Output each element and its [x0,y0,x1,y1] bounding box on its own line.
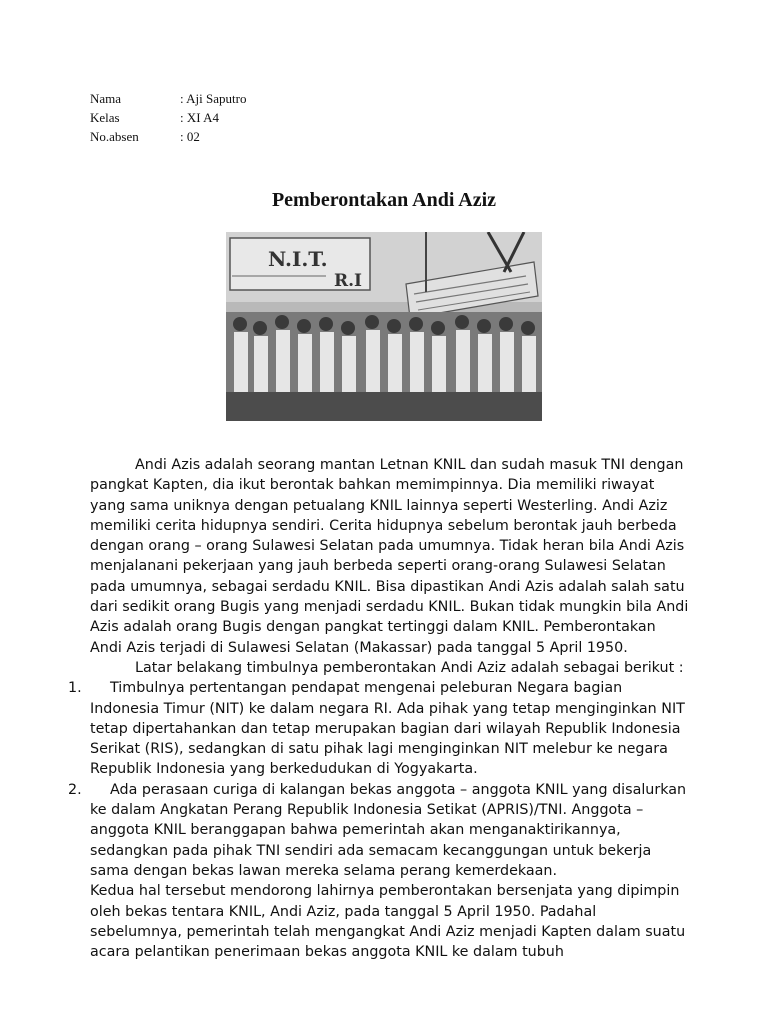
conclusion-paragraph: Kedua hal tersebut mendorong lahirnya pemberontakan bersenjata yang dipimpin oleh bekas tentara KNIL, Andi Aziz, pada tanggal 5 April 1950. Padahal sebelumnya, pemerintah telah mengangkat Andi Aziz menjadi Kapten dalam suatu acara pelantikan penerimaan bekas anggota KNIL ke dalam tubuh [90,883,686,961]
list-item-number: 1. [68,680,82,697]
list-item [68,678,690,779]
name-value: : Aji Saputro [180,91,247,106]
class-label: Kelas [90,110,120,125]
number-value: : 02 [180,129,200,144]
number-label: No.absen [90,129,139,144]
student-class-row [90,108,246,127]
student-name-row [90,89,246,108]
class-value: : XI A4 [180,110,219,125]
background-lead: Latar belakang timbulnya pemberontakan Andi Aziz adalah sebagai berikut : [135,659,684,676]
article-body [68,455,690,962]
list-item [68,780,690,881]
student-number-row [90,127,246,146]
nit-banner-label: N.I.T. [268,247,328,271]
student-info [90,89,246,146]
historical-photo [226,232,542,421]
document-title: Pemberontakan Andi Aziz [271,189,497,211]
list-item-number: 2. [68,781,82,798]
name-label: Nama [90,91,122,106]
list-item-text: Timbulnya pertentangan pendapat mengenai peleburan Negara bagian Indonesia Timur (NIT) ke dalam negara RI. Ada pihak yang tetap menginginkan NIT tetap dipertahankan dan tetap merupakan bagian dari wilayah Republik Indonesia Serikat (RIS), sedangkan di satu pihak lagi menginginkan NIT melebur ke negara Republik Indonesia yang berkedudukan di Yogyakarta. [90,680,685,778]
ri-banner-label: R.I [334,271,362,291]
list-item-text: Ada perasaan curiga di kalangan bekas anggota – anggota KNIL yang disalurkan ke dalam Angkatan Perang Republik Indonesia Setikat (APRIS)/TNI. Anggota – anggota KNIL beranggapan bahwa pemerintah akan menganaktirikannya, sedangkan pada pihak TNI sendiri ada semacam kecanggungan untuk bekerja sama dengan bekas lawan mereka selama perang kemerdekaan. [90,781,687,879]
intro-paragraph: Andi Azis adalah seorang mantan Letnan KNIL dan sudah masuk TNI dengan pangkat Kapten, dia ikut berontak bahkan memimpinnya. Dia memiliki riwayat yang sama uniknya dengan petualang KNIL lainnya seperti Westerling. Andi Aziz memiliki cerita hidupnya sendiri. Cerita hidupnya sebelum berontak jauh berbeda dengan orang – orang Sulawesi Selatan pada umumnya. Tidak heran bila Andi Azis menjalanani pekerjaan yang jauh berbeda seperti orang-orang Sulawesi Selatan pada umumnya, sebagai serdadu KNIL. Bisa dipastikan Andi Azis adalah salah satu dari sedikit orang Bugis yang menjadi serdadu KNIL. Bukan tidak mungkin bila Andi Azis adalah orang Bugis dengan pangkat tertinggi dalam KNIL. Pemberontakan Andi Azis terjadi di Sulawesi Selatan (Makassar) pada tanggal 5 April 1950. [90,457,689,656]
